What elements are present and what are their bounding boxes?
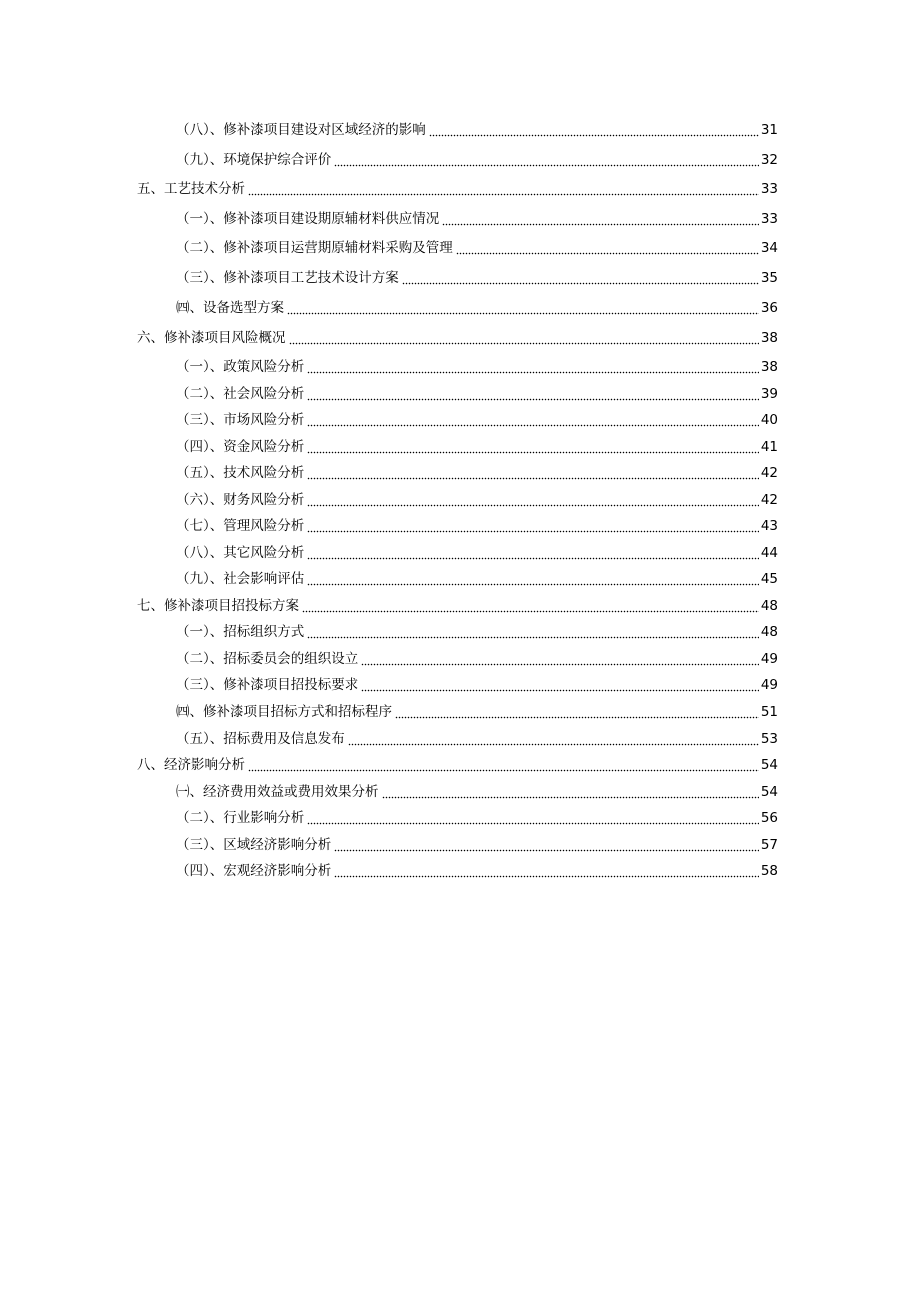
toc-dot-leader [307,450,759,454]
toc-section-entry[interactable] [176,702,778,722]
toc-page-number: 48 [760,624,778,640]
toc-dot-leader [307,397,759,401]
toc-section-entry[interactable] [176,543,778,563]
toc-chapter-entry[interactable] [137,328,778,348]
toc-section-entry[interactable] [176,782,778,802]
toc-entry-label: （五）、招标费用及信息发布 [176,731,345,747]
toc-page-number: 33 [760,211,778,227]
toc-entry-label: （四）、资金风险分析 [176,439,305,455]
toc-dot-leader [287,311,759,315]
toc-entry-label: （三）、市场风险分析 [176,412,305,428]
toc-section-entry[interactable] [176,490,778,510]
toc-page-number: 45 [760,571,778,587]
toc-section-entry[interactable] [176,209,778,229]
toc-entry-label: （七）、管理风险分析 [176,518,305,534]
toc-dot-leader [307,529,759,533]
toc-page-number: 57 [760,837,778,853]
toc-section-entry[interactable] [176,150,778,170]
toc-entry-label: （二）、社会风险分析 [176,386,305,402]
toc-entry-label: （三）、区域经济影响分析 [176,837,332,853]
toc-dot-leader [334,163,759,167]
toc-page-number: 34 [760,240,778,256]
toc-section-entry[interactable] [176,516,778,536]
toc-section-entry[interactable] [176,861,778,881]
toc-dot-leader [307,635,759,639]
toc-entry-label: （一）、修补漆项目建设期原辅材料供应情况 [176,211,440,227]
toc-dot-leader [248,192,759,196]
toc-dot-leader [307,556,759,560]
toc-entry-label: （四）、宏观经济影响分析 [176,863,332,879]
toc-page-number: 35 [760,270,778,286]
toc-section-entry[interactable] [176,357,778,377]
toc-section-entry[interactable] [176,410,778,430]
toc-page-number: 40 [760,412,778,428]
toc-page-number: 49 [760,677,778,693]
toc-entry-label: （二）、招标委员会的组织设立 [176,651,359,667]
toc-dot-leader [302,609,759,613]
toc-dot-leader [402,281,759,285]
toc-page-number: 38 [760,359,778,375]
toc-dot-leader [382,795,759,799]
toc-dot-leader [289,341,759,345]
toc-entry-label: 五、工艺技术分析 [137,181,245,197]
toc-entry-label: （九）、社会影响评估 [176,571,305,587]
toc-entry-label: （八）、其它风险分析 [176,545,305,561]
toc-page-number: 31 [760,122,778,138]
toc-dot-leader [307,370,759,374]
toc-section-entry[interactable] [176,384,778,404]
toc-section-entry[interactable] [176,729,778,749]
toc-entry-label: ㈣、设备选型方案 [176,300,284,316]
toc-entry-label: 六、修补漆项目风险概况 [137,330,286,346]
toc-entry-label: （五）、技术风险分析 [176,465,305,481]
toc-chapter-entry[interactable] [137,755,778,775]
toc-section-entry[interactable] [176,268,778,288]
toc-entry-label: ㈣、修补漆项目招标方式和招标程序 [176,704,392,720]
toc-page-number: 44 [760,545,778,561]
toc-entry-label: （二）、修补漆项目运营期原辅材料采购及管理 [176,240,453,256]
toc-entry-label: （三）、修补漆项目工艺技术设计方案 [176,270,399,286]
toc-entry-label: （九）、环境保护综合评价 [176,152,332,168]
toc-section-entry[interactable] [176,649,778,669]
toc-page-number: 43 [760,518,778,534]
toc-page-number: 48 [760,598,778,614]
toc-chapter-entry[interactable] [137,179,778,199]
toc-page-number: 42 [760,465,778,481]
toc-chapter-entry[interactable] [137,596,778,616]
toc-page-number: 41 [760,439,778,455]
toc-page-number: 39 [760,386,778,402]
toc-entry-label: （一）、招标组织方式 [176,624,305,640]
toc-section-entry[interactable] [176,569,778,589]
toc-entry-label: （三）、修补漆项目招投标要求 [176,677,359,693]
toc-page-number: 54 [760,784,778,800]
toc-section-entry[interactable] [176,835,778,855]
toc-dot-leader [395,715,759,719]
toc-dot-leader [334,874,759,878]
toc-section-entry[interactable] [176,437,778,457]
toc-page-number: 32 [760,152,778,168]
toc-entry-label: （二）、行业影响分析 [176,810,305,826]
toc-entry-label: （一）、政策风险分析 [176,359,305,375]
toc-entry-label: （八）、修补漆项目建设对区域经济的影响 [176,122,426,138]
toc-entry-label: 七、修补漆项目招投标方案 [137,598,299,614]
toc-page-number: 51 [760,704,778,720]
toc-dot-leader [361,688,759,692]
toc-page-number: 56 [760,810,778,826]
toc-dot-leader [307,476,759,480]
toc-dot-leader [361,662,759,666]
toc-dot-leader [456,251,759,255]
toc-dot-leader [307,423,759,427]
toc-page-number: 58 [760,863,778,879]
toc-page-number: 33 [760,181,778,197]
toc-section-entry[interactable] [176,675,778,695]
toc-page-number: 38 [760,330,778,346]
toc-dot-leader [348,742,759,746]
toc-entry-label: ㈠、经济费用效益或费用效果分析 [176,784,379,800]
toc-section-entry[interactable] [176,622,778,642]
toc-entry-label: （六）、财务风险分析 [176,492,305,508]
toc-dot-leader [429,133,759,137]
toc-entry-label: 八、经济影响分析 [137,757,245,773]
toc-section-entry[interactable] [176,463,778,483]
toc-dot-leader [307,503,759,507]
toc-page-number: 36 [760,300,778,316]
toc-dot-leader [307,821,759,825]
toc-dot-leader [442,222,759,226]
toc-page-number: 54 [760,757,778,773]
toc-section-entry[interactable] [176,120,778,140]
toc-page-number: 49 [760,651,778,667]
toc-section-entry[interactable] [176,238,778,258]
toc-section-entry[interactable] [176,298,778,318]
toc-section-entry[interactable] [176,808,778,828]
toc-page-number: 42 [760,492,778,508]
toc-dot-leader [334,848,759,852]
toc-dot-leader [307,582,759,586]
toc-page-number: 53 [760,731,778,747]
toc-dot-leader [248,768,759,772]
